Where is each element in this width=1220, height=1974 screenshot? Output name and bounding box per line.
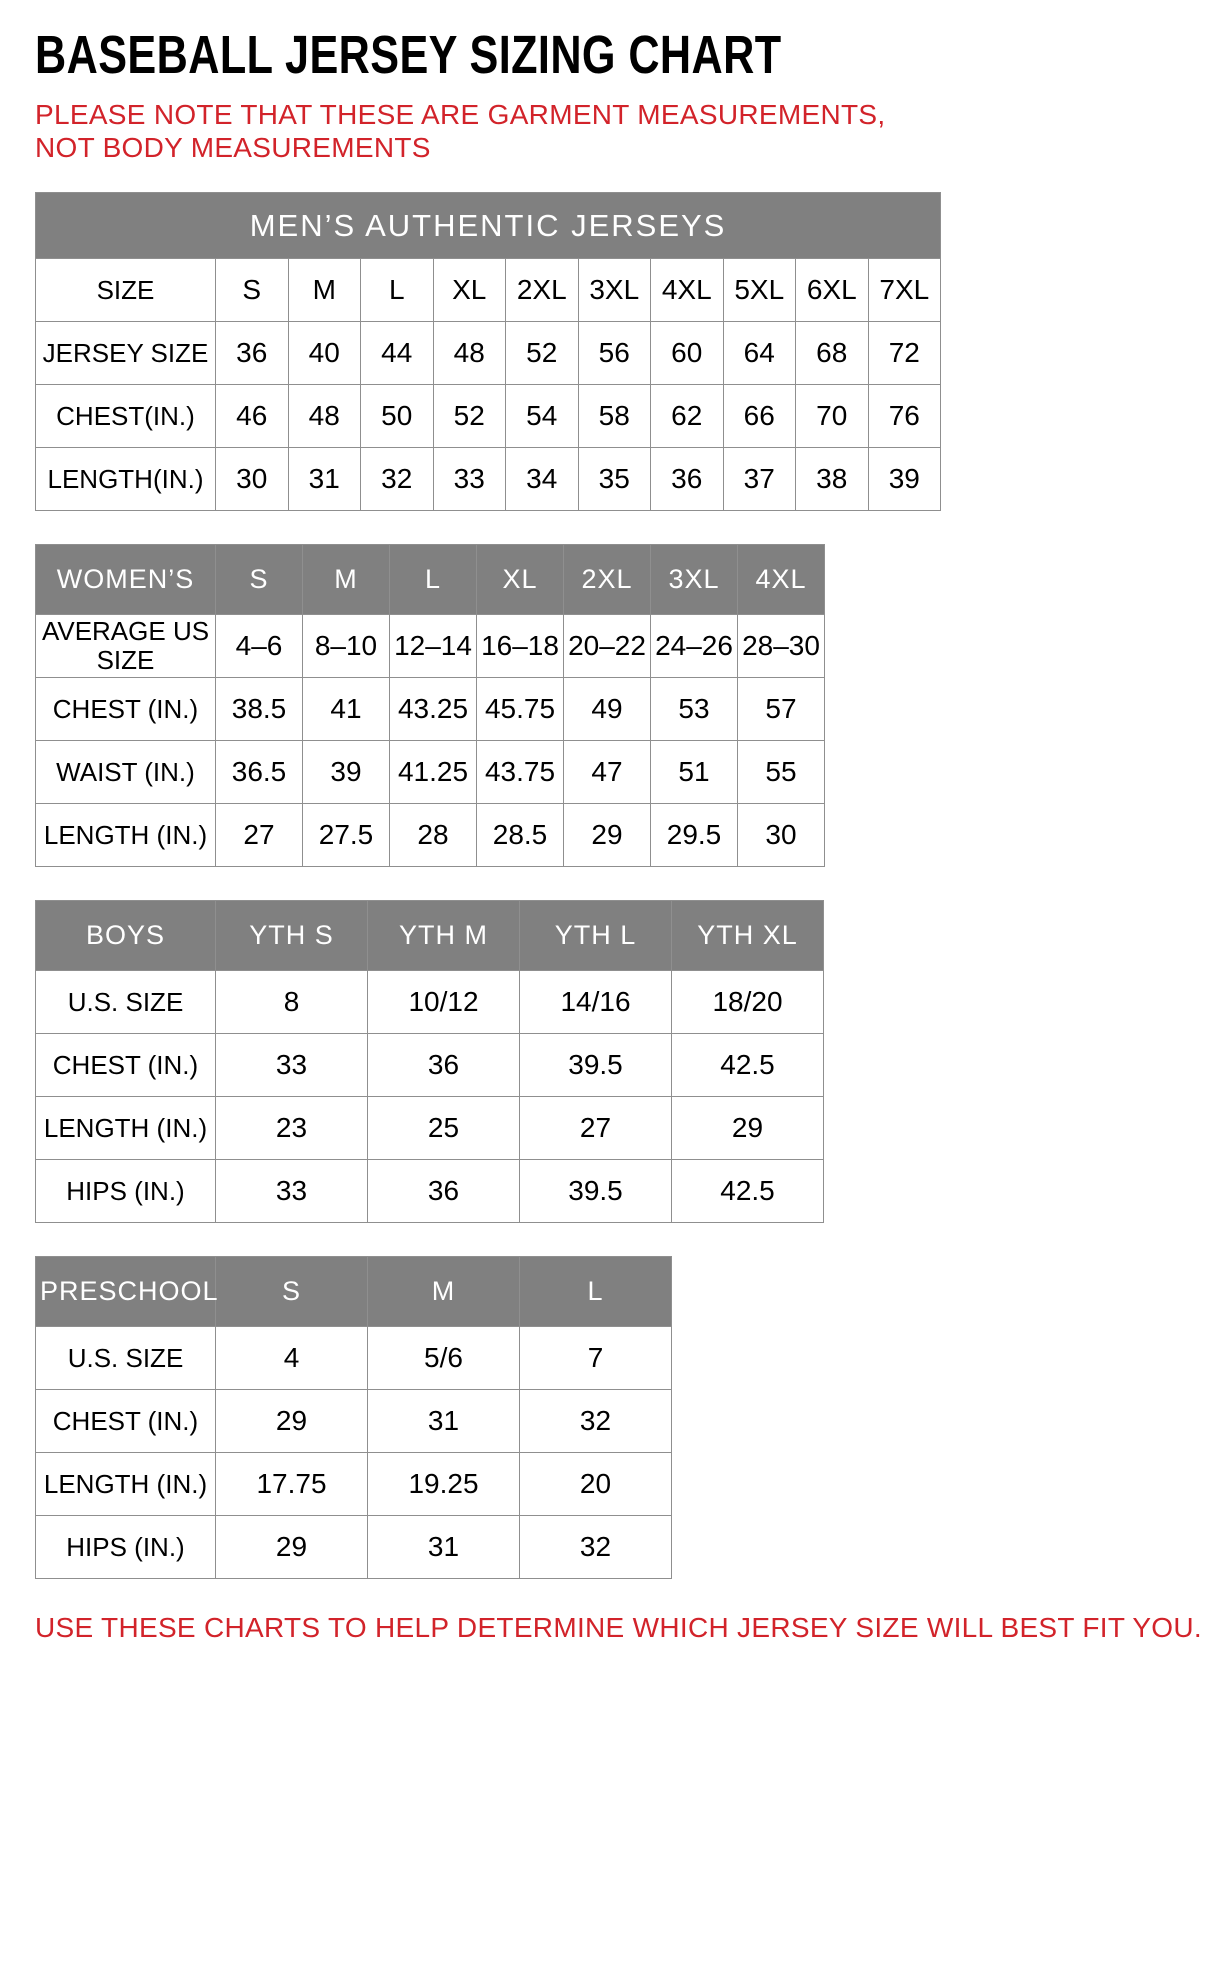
value-cell: 72 <box>868 322 941 385</box>
table-row <box>36 1160 824 1223</box>
value-cell: 16–18 <box>477 615 564 678</box>
value-cell: 27.5 <box>303 804 390 867</box>
value-cell: L <box>361 259 434 322</box>
value-cell: 29 <box>216 1390 368 1453</box>
value-cell: 25 <box>368 1097 520 1160</box>
value-cell: 40 <box>288 322 361 385</box>
table-header-row <box>36 901 824 971</box>
value-cell: 14/16 <box>520 971 672 1034</box>
row-label: U.S. SIZE <box>36 1327 216 1390</box>
row-label: CHEST (IN.) <box>36 678 216 741</box>
value-cell: 56 <box>578 322 651 385</box>
value-cell: 60 <box>651 322 724 385</box>
value-cell: 42.5 <box>672 1160 824 1223</box>
value-cell: 4 <box>216 1327 368 1390</box>
table-row <box>36 1034 824 1097</box>
value-cell: 7 <box>520 1327 672 1390</box>
value-cell: 49 <box>564 678 651 741</box>
value-cell: 39 <box>868 448 941 511</box>
value-cell: 28.5 <box>477 804 564 867</box>
value-cell: 3XL <box>578 259 651 322</box>
value-cell: 36 <box>216 322 289 385</box>
table-header-label: WOMEN’S <box>36 545 216 615</box>
value-cell: 29 <box>216 1516 368 1579</box>
value-cell: 43.75 <box>477 741 564 804</box>
value-cell: 32 <box>361 448 434 511</box>
size-column-header: L <box>520 1257 672 1327</box>
value-cell: 41.25 <box>390 741 477 804</box>
value-cell: 32 <box>520 1390 672 1453</box>
value-cell: XL <box>433 259 506 322</box>
table-row <box>36 971 824 1034</box>
value-cell: S <box>216 259 289 322</box>
value-cell: 39.5 <box>520 1034 672 1097</box>
value-cell: 50 <box>361 385 434 448</box>
value-cell: 28–30 <box>738 615 825 678</box>
table-row <box>36 1390 672 1453</box>
value-cell: 5XL <box>723 259 796 322</box>
value-cell: 54 <box>506 385 579 448</box>
value-cell: 39 <box>303 741 390 804</box>
value-cell: 10/12 <box>368 971 520 1034</box>
row-label: LENGTH(IN.) <box>36 448 216 511</box>
value-cell: 33 <box>433 448 506 511</box>
value-cell: 47 <box>564 741 651 804</box>
size-column-header: M <box>303 545 390 615</box>
value-cell: 51 <box>651 741 738 804</box>
value-cell: 29 <box>672 1097 824 1160</box>
value-cell: 52 <box>433 385 506 448</box>
value-cell: 45.75 <box>477 678 564 741</box>
table-row <box>36 678 825 741</box>
row-label: LENGTH (IN.) <box>36 1453 216 1516</box>
table-row <box>36 1516 672 1579</box>
value-cell: 70 <box>796 385 869 448</box>
size-column-header: S <box>216 1257 368 1327</box>
value-cell: 28 <box>390 804 477 867</box>
value-cell: 12–14 <box>390 615 477 678</box>
row-label: LENGTH (IN.) <box>36 804 216 867</box>
value-cell: 48 <box>433 322 506 385</box>
table-row <box>36 804 825 867</box>
size-column-header: L <box>390 545 477 615</box>
value-cell: 58 <box>578 385 651 448</box>
value-cell: 36 <box>368 1160 520 1223</box>
value-cell: 52 <box>506 322 579 385</box>
value-cell: M <box>288 259 361 322</box>
value-cell: 42.5 <box>672 1034 824 1097</box>
value-cell: 33 <box>216 1160 368 1223</box>
value-cell: 76 <box>868 385 941 448</box>
value-cell: 33 <box>216 1034 368 1097</box>
value-cell: 18/20 <box>672 971 824 1034</box>
value-cell: 46 <box>216 385 289 448</box>
row-label: JERSEY SIZE <box>36 322 216 385</box>
value-cell: 20 <box>520 1453 672 1516</box>
row-label: SIZE <box>36 259 216 322</box>
table-row <box>36 322 941 385</box>
value-cell: 64 <box>723 322 796 385</box>
table-row <box>36 1097 824 1160</box>
value-cell: 31 <box>368 1390 520 1453</box>
value-cell: 36.5 <box>216 741 303 804</box>
value-cell: 4–6 <box>216 615 303 678</box>
value-cell: 27 <box>216 804 303 867</box>
table-row <box>36 259 941 322</box>
value-cell: 37 <box>723 448 796 511</box>
row-label: HIPS (IN.) <box>36 1516 216 1579</box>
value-cell: 29.5 <box>651 804 738 867</box>
value-cell: 41 <box>303 678 390 741</box>
value-cell: 30 <box>738 804 825 867</box>
table-title: MEN’S AUTHENTIC JERSEYS <box>36 193 941 259</box>
value-cell: 53 <box>651 678 738 741</box>
table-header-row <box>36 1257 672 1327</box>
value-cell: 68 <box>796 322 869 385</box>
size-column-header: S <box>216 545 303 615</box>
value-cell: 32 <box>520 1516 672 1579</box>
page-title: BASEBALL JERSEY SIZING CHART <box>35 25 782 85</box>
row-label: CHEST(IN.) <box>36 385 216 448</box>
row-label: U.S. SIZE <box>36 971 216 1034</box>
value-cell: 31 <box>368 1516 520 1579</box>
size-column-header: XL <box>477 545 564 615</box>
value-cell: 36 <box>651 448 724 511</box>
value-cell: 35 <box>578 448 651 511</box>
value-cell: 6XL <box>796 259 869 322</box>
value-cell: 24–26 <box>651 615 738 678</box>
garment-measurement-note: PLEASE NOTE THAT THESE ARE GARMENT MEASUREMENTS, NOT BODY MEASUREMENTS <box>35 99 886 164</box>
mens-authentic-jerseys-table <box>35 192 941 511</box>
size-column-header: 4XL <box>738 545 825 615</box>
table-header-label: PRESCHOOL <box>36 1257 216 1327</box>
value-cell: 43.25 <box>390 678 477 741</box>
value-cell: 2XL <box>506 259 579 322</box>
size-column-header: YTH XL <box>672 901 824 971</box>
value-cell: 29 <box>564 804 651 867</box>
value-cell: 38 <box>796 448 869 511</box>
value-cell: 8 <box>216 971 368 1034</box>
value-cell: 36 <box>368 1034 520 1097</box>
value-cell: 5/6 <box>368 1327 520 1390</box>
womens-sizing-table <box>35 544 825 867</box>
table-row <box>36 1453 672 1516</box>
row-label: HIPS (IN.) <box>36 1160 216 1223</box>
value-cell: 62 <box>651 385 724 448</box>
size-column-header: YTH L <box>520 901 672 971</box>
value-cell: 19.25 <box>368 1453 520 1516</box>
size-column-header: YTH M <box>368 901 520 971</box>
value-cell: 44 <box>361 322 434 385</box>
value-cell: 4XL <box>651 259 724 322</box>
row-label: CHEST (IN.) <box>36 1034 216 1097</box>
preschool-sizing-table <box>35 1256 672 1579</box>
row-label: WAIST (IN.) <box>36 741 216 804</box>
value-cell: 57 <box>738 678 825 741</box>
table-header-row <box>36 545 825 615</box>
value-cell: 8–10 <box>303 615 390 678</box>
table-row <box>36 448 941 511</box>
value-cell: 38.5 <box>216 678 303 741</box>
row-label: CHEST (IN.) <box>36 1390 216 1453</box>
value-cell: 34 <box>506 448 579 511</box>
table-row <box>36 1327 672 1390</box>
value-cell: 30 <box>216 448 289 511</box>
value-cell: 39.5 <box>520 1160 672 1223</box>
size-column-header: M <box>368 1257 520 1327</box>
value-cell: 7XL <box>868 259 941 322</box>
row-label: AVERAGE US SIZE <box>36 615 216 678</box>
size-column-header: 3XL <box>651 545 738 615</box>
table-title-row <box>36 193 941 259</box>
table-row <box>36 385 941 448</box>
table-row <box>36 615 825 678</box>
table-row <box>36 741 825 804</box>
table-header-label: BOYS <box>36 901 216 971</box>
value-cell: 66 <box>723 385 796 448</box>
value-cell: 27 <box>520 1097 672 1160</box>
boys-sizing-table <box>35 900 824 1223</box>
value-cell: 20–22 <box>564 615 651 678</box>
size-column-header: 2XL <box>564 545 651 615</box>
value-cell: 23 <box>216 1097 368 1160</box>
size-column-header: YTH S <box>216 901 368 971</box>
fit-advice-note: USE THESE CHARTS TO HELP DETERMINE WHICH JERSEY SIZE WILL BEST FIT YOU. <box>35 1612 1202 1644</box>
value-cell: 31 <box>288 448 361 511</box>
value-cell: 48 <box>288 385 361 448</box>
value-cell: 55 <box>738 741 825 804</box>
row-label: LENGTH (IN.) <box>36 1097 216 1160</box>
value-cell: 17.75 <box>216 1453 368 1516</box>
